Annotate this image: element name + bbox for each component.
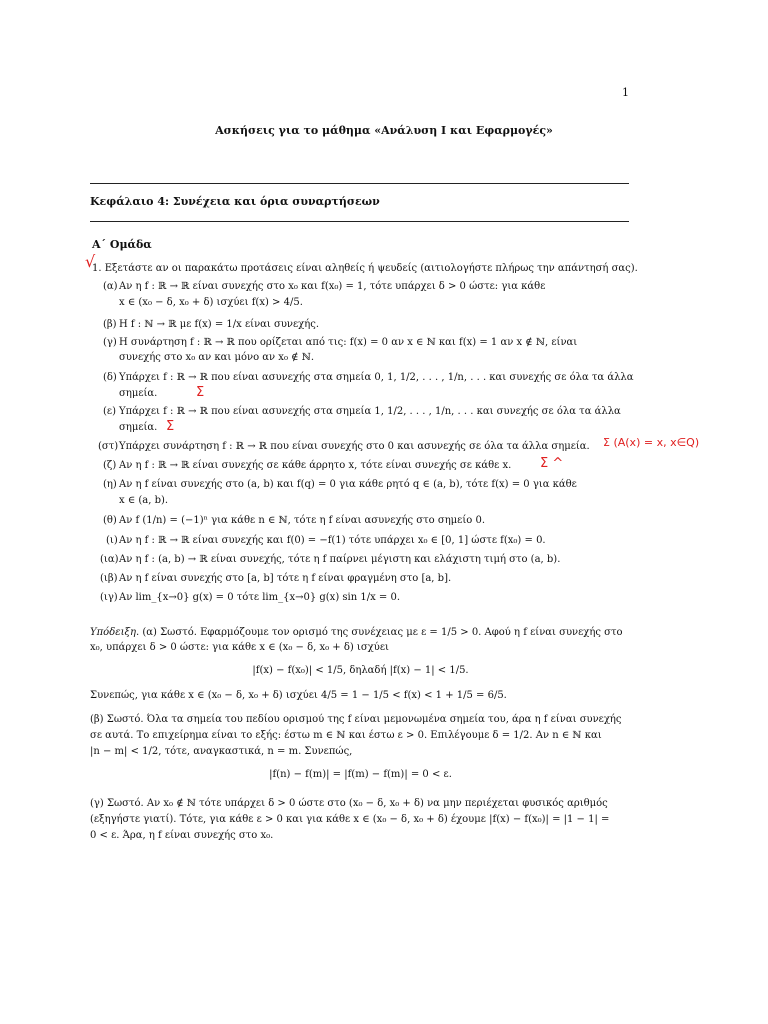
document-title: Ασκήσεις για το μάθημα «Ανάλυση Ι και Εφαρμογές» — [215, 124, 553, 137]
item-label-e: (ε) — [103, 406, 116, 417]
solution-c-line2: (εξηγήστε γιατί). Τότε, για κάθε ε > 0 και για κάθε x ∈ (x₀ − δ, x₀ + δ) έχουμε |f(x) − f(x₀)| = |1 − 1| = — [90, 814, 610, 825]
item-label-ib: (ιβ) — [100, 573, 118, 584]
solution-b-line2: σε αυτά. Το επιχείρημα είναι το εξής: έστω m ∈ ℕ και έστω ε > 0. Επιλέγουμε δ = 1/2. Αν n ∈ ℕ και — [90, 730, 602, 741]
item-i-line1: Αν η f : ℝ → ℝ είναι συνεχής και f(0) = −f(1) τότε υπάρχει x₀ ∈ [0, 1] ώστε f(x₀) = 0. — [119, 535, 546, 546]
solution-a-equation: |f(x) − f(x₀)| < 1/5, δηλαδή |f(x) − 1| < 1/5. — [252, 665, 469, 676]
solution-c-line3: 0 < ε. Άρα, η f είναι συνεχής στο x₀. — [90, 830, 274, 841]
solution-b-line3: |n − m| < 1/2, τότε, αναγκαστικά, n = m. Συνεπώς, — [90, 746, 353, 757]
item-h-line2: x ∈ (a, b). — [119, 495, 169, 506]
item-a-line1: Αν η f : ℝ → ℝ είναι συνεχής στο x₀ και f(x₀) = 1, τότε υπάρχει δ > 0 ώστε: για κάθε — [119, 281, 546, 292]
annotation-d: Σ — [196, 385, 205, 400]
rule-top — [90, 183, 629, 184]
solution-a-line1 — [90, 626, 631, 640]
item-label-ia: (ια) — [100, 554, 119, 565]
group-heading: Α΄ Ομάδα — [92, 238, 152, 251]
annotation-e: Σ — [166, 419, 175, 434]
item-label-ig: (ιγ) — [100, 592, 118, 603]
solution-c-line1: (γ) Σωστό. Αν x₀ ∉ ℕ τότε υπάρχει δ > 0 ώστε στο (x₀ − δ, x₀ + δ) να μην περιέχεται φυσικός αριθμός — [90, 798, 608, 809]
exercise-intro — [92, 262, 638, 275]
item-label-th: (θ) — [103, 515, 117, 526]
item-th-line1: Αν f (1/n) = (−1)ⁿ για κάθε n ∈ ℕ, τότε η f είναι ασυνεχής στο σημείο 0. — [119, 515, 486, 526]
item-h-line1: Αν η f είναι συνεχής στο (a, b) και f(q) = 0 για κάθε ρητό q ∈ (a, b), τότε f(x) = 0 για κάθε — [119, 479, 577, 490]
item-ig-line1: Αν lim_{x→0} g(x) = 0 τότε lim_{x→0} g(x) sin 1/x = 0. — [119, 592, 400, 603]
item-label-c: (γ) — [103, 337, 117, 348]
item-ia-line1: Αν η f : (a, b) → ℝ είναι συνεχής, τότε η f παίρνει μέγιστη και ελάχιστη τιμή στο (a, b). — [119, 554, 561, 565]
exercise-intro-text: Εξετάστε αν οι παρακάτω προτάσεις είναι αληθείς ή ψευδείς (αιτιολογήστε πλήρως την απάντησή σας). — [104, 263, 638, 274]
item-ib-line1: Αν η f είναι συνεχής στο [a, b] τότε η f είναι φραγμένη στο [a, b]. — [119, 573, 452, 584]
page-number: 1 — [622, 86, 629, 99]
check-mark-annotation: √ — [85, 252, 96, 271]
item-e-line1: Υπάρχει f : ℝ → ℝ που είναι ασυνεχής στα σημεία 1, 1/2, . . . , 1/n, . . . και συνεχής σε όλα τα άλλα — [119, 406, 621, 417]
item-d-line1: Υπάρχει f : ℝ → ℝ που είναι ασυνεχής στα σημεία 0, 1, 1/2, . . . , 1/n, . . . και συνεχής σε όλα τα άλλα — [119, 372, 634, 383]
solution-a-line2: x₀, υπάρχει δ > 0 ώστε: για κάθε x ∈ (x₀ − δ, x₀ + δ) ισχύει — [90, 642, 389, 653]
item-label-d: (δ) — [103, 372, 117, 383]
item-label-h: (η) — [103, 479, 117, 490]
item-b-line1: Η f : ℕ → ℝ με f(x) = 1/x είναι συνεχής. — [119, 319, 320, 330]
item-z-line1: Αν η f : ℝ → ℝ είναι συνεχής σε κάθε άρρητο x, τότε είναι συνεχής σε κάθε x. — [119, 460, 512, 471]
item-a-line2: x ∈ (x₀ − δ, x₀ + δ) ισχύει f(x) > 4/5. — [119, 297, 303, 308]
item-e-line2: σημεία. — [119, 422, 158, 433]
solution-b-line1: (β) Σωστό. Όλα τα σημεία του πεδίου ορισμού της f είναι μεμονωμένα σημεία του, άρα η f είναι συνεχής — [90, 714, 622, 725]
item-c-line1: Η συνάρτηση f : ℝ → ℝ που ορίζεται από τις: f(x) = 0 αν x ∈ ℕ και f(x) = 1 αν x ∉ ℕ, είναι — [119, 337, 578, 348]
item-label-i: (ι) — [106, 535, 118, 546]
item-label-b: (β) — [103, 319, 117, 330]
item-st-line1: Υπάρχει συνάρτηση f : ℝ → ℝ που είναι συνεχής στο 0 και ασυνεχής σε όλα τα άλλα σημεία. — [119, 441, 590, 452]
hint-label: Υπόδειξη. — [90, 627, 140, 638]
exercise-number: 1. — [92, 263, 102, 274]
item-label-st: (στ) — [98, 441, 119, 452]
chapter-heading: Κεφάλαιο 4: Συνέχεια και όρια συναρτήσεων — [90, 195, 380, 208]
annotation-z: Σ ^ — [540, 456, 564, 471]
item-c-line2: συνεχής στο x₀ αν και μόνο αν x₀ ∉ ℕ. — [119, 352, 315, 363]
rule-bottom — [90, 221, 629, 222]
item-d-line2: σημεία. — [119, 388, 158, 399]
item-label-z: (ζ) — [103, 460, 117, 471]
item-label-a: (α) — [103, 281, 118, 292]
annotation-st: Σ (A(x) = x, x∈Q) — [603, 436, 700, 449]
solution-a-text1: (α) Σωστό. Εφαρμόζουμε τον ορισμό της συνέχειας με ε = 1/5 > 0. Αφού η f είναι συνεχής στο — [142, 627, 623, 638]
solution-a-conclusion: Συνεπώς, για κάθε x ∈ (x₀ − δ, x₀ + δ) ισχύει 4/5 = 1 − 1/5 < f(x) < 1 + 1/5 = 6/5. — [90, 690, 507, 701]
solution-b-equation: |f(n) − f(m)| = |f(m) − f(m)| = 0 < ε. — [269, 769, 452, 780]
